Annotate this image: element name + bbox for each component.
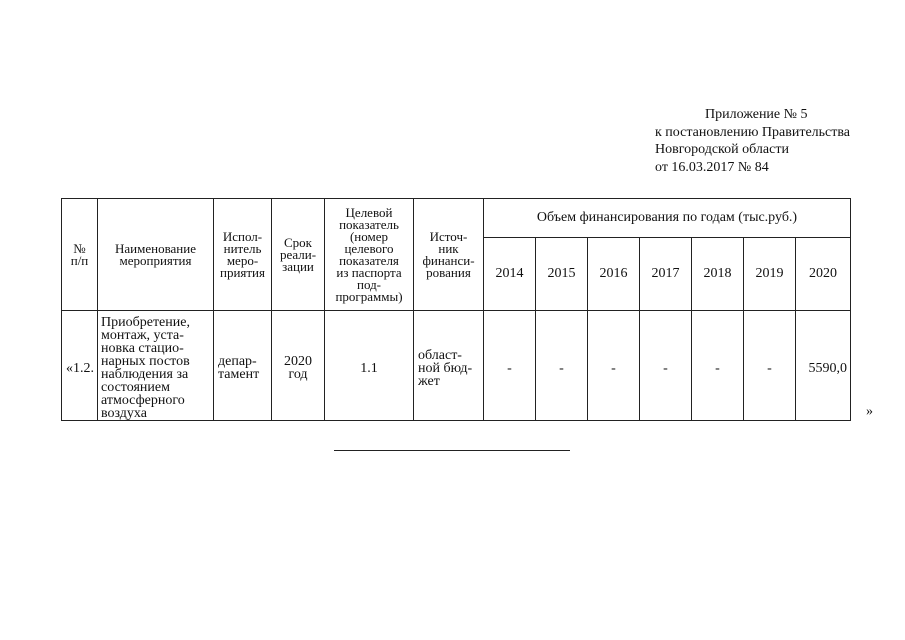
- separator-line: [334, 450, 570, 451]
- header-source-l1: Источ-: [429, 228, 468, 244]
- row-source-l2: ной бюд-: [418, 360, 473, 376]
- header-name: [98, 199, 214, 311]
- cell-2017: [640, 311, 692, 421]
- appendix-title: Приложение № 5: [705, 107, 808, 122]
- row-name-l1: Приобретение,: [101, 315, 190, 330]
- appendix-date: от 16.03.2017 № 84: [655, 159, 769, 175]
- value-2014: -: [507, 360, 512, 376]
- appendix-region: Новгородской области: [655, 142, 789, 157]
- row-term: [272, 350, 324, 381]
- header-year-2017: 2017: [640, 238, 692, 311]
- row-name-l3: новка стацио-: [101, 341, 184, 356]
- header-source-l2: ник: [438, 240, 459, 256]
- header-year-2016: 2016: [588, 238, 640, 311]
- row-term-l1: 2020: [284, 354, 312, 369]
- header-term-l2: реали-: [279, 246, 317, 262]
- header-year-2018: 2018: [692, 238, 744, 311]
- row-source-l1: област-: [418, 347, 462, 363]
- row-name-l8: воздуха: [101, 406, 147, 421]
- cell-2019: [744, 311, 796, 421]
- row-name-l6: состоянием: [101, 380, 170, 395]
- row-name-l5: наблюдения за: [101, 367, 189, 382]
- row-executor-l1: депар-: [218, 354, 257, 369]
- cell-2016: [588, 311, 640, 421]
- header-target-l1: Целевой: [345, 204, 393, 220]
- header-executor-l2: нитель: [223, 240, 262, 256]
- table-row: [62, 311, 851, 421]
- header-source-l4: рования: [426, 264, 471, 280]
- appendix-resolution: к постановлению Правительства: [655, 124, 851, 140]
- row-name: [98, 311, 213, 420]
- row-executor-l2: тамент: [218, 367, 260, 382]
- header-executor-l1: Испол-: [222, 228, 263, 244]
- header-num-l1: №: [73, 240, 86, 256]
- cell-name: [98, 311, 214, 421]
- row-name-l2: монтаж, уста-: [101, 328, 184, 343]
- header-term: [272, 199, 325, 311]
- header-term-l1: Срок: [284, 234, 312, 250]
- cell-target: [325, 311, 414, 421]
- value-2015: -: [559, 360, 564, 376]
- row-executor: [214, 350, 271, 381]
- header-year-2015: 2015: [536, 238, 588, 311]
- header-name-l1: Наименование: [115, 240, 196, 256]
- header-num: [62, 199, 98, 311]
- value-2020: 5590,0: [808, 360, 847, 376]
- row-name-l7: атмосферного: [101, 393, 185, 408]
- cell-2014: [484, 311, 536, 421]
- value-2017: -: [663, 360, 668, 376]
- header-term-l3: зации: [282, 258, 314, 274]
- header-executor-l3: меро-: [226, 252, 259, 268]
- cell-executor: [214, 311, 272, 421]
- header-executor-l4: приятия: [219, 264, 265, 280]
- value-2016: -: [611, 360, 616, 376]
- row-source: [414, 344, 483, 388]
- header-year-2014: 2014: [484, 238, 536, 311]
- header-year-2020: 2020: [796, 238, 851, 311]
- header-target-l8: программы): [335, 288, 403, 304]
- financing-table: [61, 198, 851, 421]
- header-num-l2: п/п: [70, 252, 89, 268]
- header-financing: Объем финансирования по годам (тыс.руб.): [484, 199, 851, 238]
- header-name-l2: мероприятия: [119, 252, 192, 268]
- value-2019: -: [767, 360, 772, 376]
- cell-term: [272, 311, 325, 421]
- header-target-l3: (номер: [349, 228, 389, 244]
- row-term-l2: год: [288, 367, 308, 382]
- header-target-l6: из паспорта: [336, 264, 402, 280]
- header-executor: [214, 199, 272, 311]
- header-source: [414, 199, 484, 311]
- header-target-l2: показатель: [339, 216, 399, 232]
- cell-source: [414, 311, 484, 421]
- header-year-2019: 2019: [744, 238, 796, 311]
- row-target: 1.1: [360, 360, 378, 376]
- header-target-l5: показателя: [339, 252, 399, 268]
- row-source-l3: жет: [418, 373, 440, 389]
- row-num: «1.2.: [66, 360, 94, 376]
- closing-quote: »: [866, 404, 873, 419]
- cell-num: [62, 311, 98, 421]
- header-source-l3: финанси-: [422, 252, 475, 268]
- cell-2020: [796, 311, 851, 421]
- appendix-header: [655, 106, 850, 176]
- cell-2018: [692, 311, 744, 421]
- row-name-l4: нарных постов: [101, 354, 190, 369]
- header-target-l7: под-: [356, 276, 382, 292]
- header-target: [325, 199, 414, 311]
- header-target-l4: целевого: [344, 240, 394, 256]
- cell-2015: [536, 311, 588, 421]
- value-2018: -: [715, 360, 720, 376]
